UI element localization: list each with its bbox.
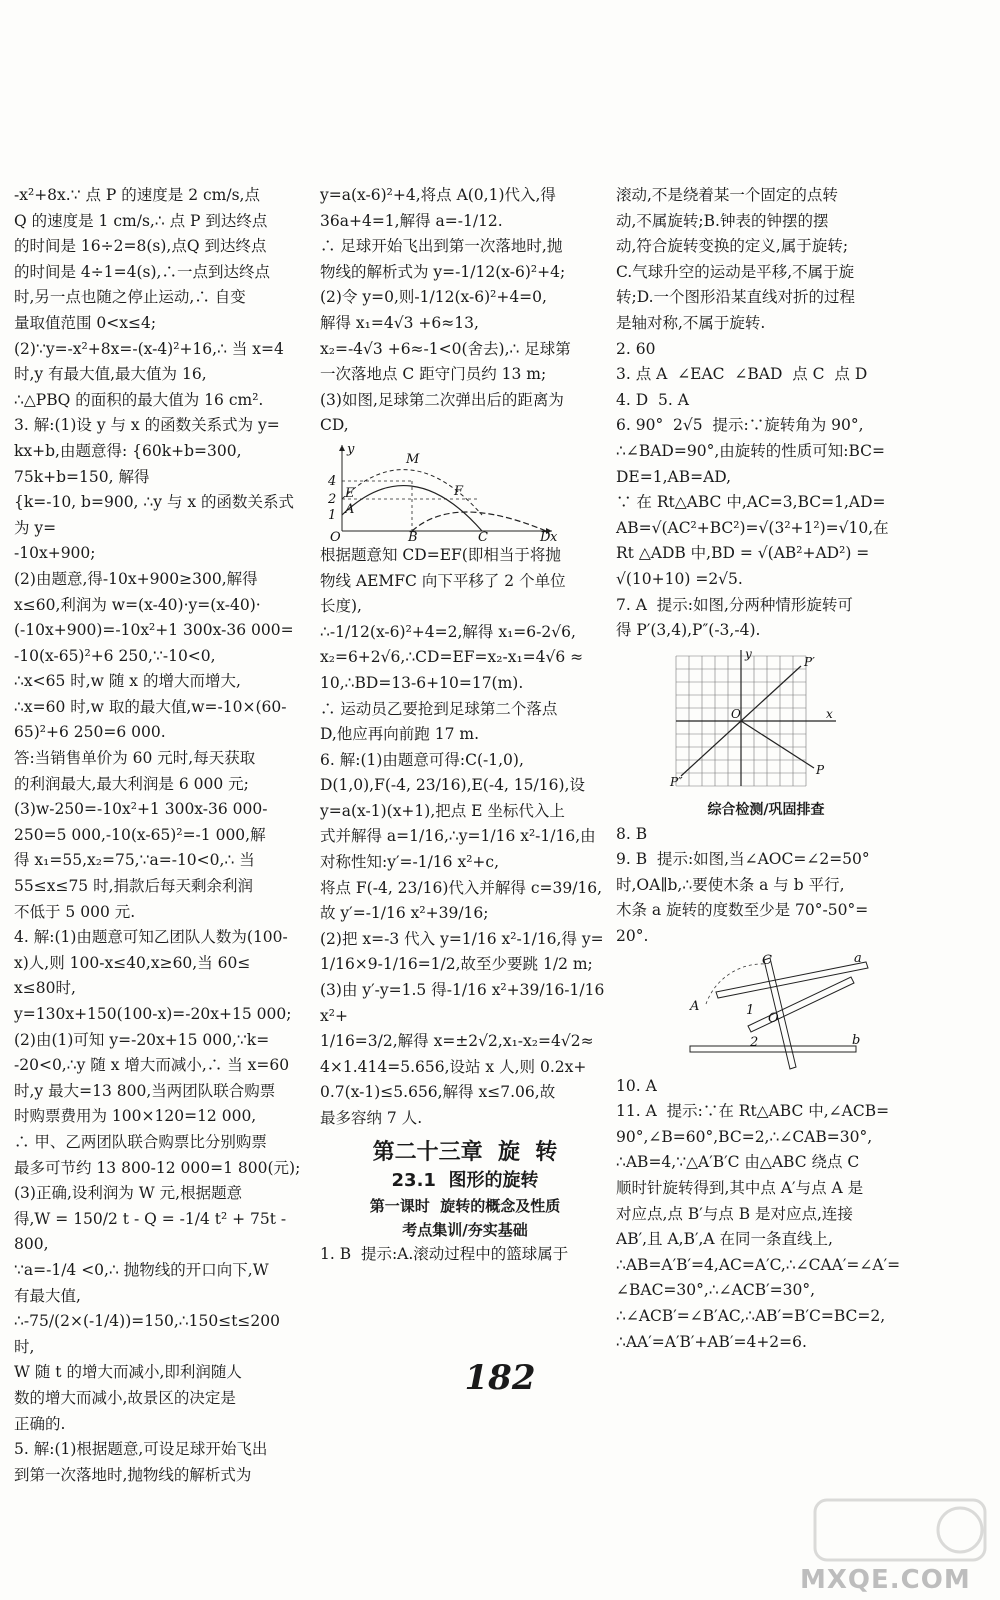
text-line: D(1,0),F(-4, 23/16),E(-4, 15/16),设 [320,776,585,795]
text-line: 0.7(x-1)≤5.656,解得 x≤7.06,故 [320,1083,556,1102]
figure-label: D [540,529,551,541]
text-line: 的时间是 16÷2=8(s),点Q 到达终点 [14,237,267,256]
text-line: ∴ 运动员乙要抢到足球第二个落点 [320,699,558,718]
text-line: 有最大值, [14,1286,81,1305]
figure-label: C [762,952,772,968]
text-line: Q 的速度是 1 cm/s,∴ 点 P 到达终点 [14,211,268,230]
text-line: y=a(x-1)(x+1),把点 E 坐标代入上 [320,801,565,820]
figure-label: P′ [804,654,815,669]
text-line: 解得 x₁=4√3 +6≈13, [320,313,479,332]
text-line: 最多容纳 7 人. [320,1109,423,1127]
text-line: ∴AA′=A′B′+AB′=4+2=6. [616,1332,807,1351]
text-line: ∴AB=4,∵△A′B′C 由△ABC 绕点 C [616,1153,860,1172]
text-line: 正确的. [14,1414,66,1433]
figure-label: A [690,998,700,1014]
text-line: 3. 解:(1)设 y 与 x 的函数关系式为 y= [14,416,280,435]
text-line: 一次落地点 C 距守门员约 13 m; [320,365,547,384]
section-title: 23.1 图形的旋转 [391,1169,539,1191]
text-line: 将点 F(-4, 23/16)代入并解得 c=39/16, [320,878,603,897]
column-1 [14,183,304,1488]
sticks-figure [676,952,876,1072]
text-line: 物线 AEMFC 向下平移了 2 个单位 [320,571,566,590]
page-number: 182 [464,1358,536,1398]
text-line: x≤80时, [14,979,76,998]
text-line: ∴∠BAD=90°,由旋转的性质可知:BC= [616,441,885,460]
figure-label: x [550,529,558,541]
text-line: C.气球升空的运动是平移,不属于旋 [616,262,855,281]
text-line: ∴x<65 时,w 随 x 的增大而增大, [14,672,241,691]
figure-label: y [347,441,355,457]
text-line: 根据题意知 CD=EF(即相当于将抛 [320,545,561,564]
text-line: (3)如图,足球第二次弹出后的距离为 [320,390,564,409]
text-line: 的时间是 4÷1=4(s),∴一点到达终点 [14,262,270,281]
figure-label: 4 [328,473,337,489]
text-line: 4. D 5. A [616,390,689,409]
figure-label: y [745,646,752,661]
text-line: ∴△PBQ 的面积的最大值为 16 cm². [14,390,264,409]
text-line: ∴∠ACB′=∠B′AC,∴AB′=B′C=BC=2, [616,1307,886,1325]
grid-figure [666,646,846,796]
text-line: 时,OA∥b,∴要使木条 a 与 b 平行, [616,875,845,894]
text-line: 2. 60 [616,339,656,358]
text-line: ∴-75/(2×(-1/4))=150,∴150≤t≤200 时, [14,1312,285,1356]
figure-label: 2 [328,491,337,507]
text-line: 90°,∠B=60°,BC=2,∴∠CAB=30°, [616,1127,873,1146]
text-line: √(10+10) =2√5. [616,569,743,588]
text-line: ∴AB=A′B′=4,AC=A′C,∴∠CAA′=∠A′= [616,1255,901,1274]
text-line: 1/16=3/2,解得 x=±2√2,x₁-x₂=4√2≈ [320,1032,594,1051]
text-line: 式并解得 a=1/16,∴y=1/16 x²-1/16,由 [320,827,596,846]
text-line: (3)由 y′-y=1.5 得-1/16 x²+39/16-1/16 x²+ [320,981,610,1025]
text-line: 木条 a 旋转的度数至少是 70°-50°= [616,901,869,920]
text-line: 6. 90° 2√5 提示:∵旋转角为 90°, [616,416,864,435]
col2-text-a [320,183,610,439]
text-line: CD, [320,416,349,435]
text-line: Rt △ADB 中,BD = √(AB²+AD²) = [616,544,870,563]
text-line: ∴ 甲、乙两团队联合购票比分别购票 [14,1132,267,1151]
text-line: 对应点,点 B′与点 B 是对应点,连接 [616,1204,853,1223]
text-line: 36a+4=1,解得 a=-1/12. [320,211,503,230]
figure-label: a [854,951,862,966]
text-line: -x²+8x.∵ 点 P 的速度是 2 cm/s,点 [14,186,260,204]
figure-label: C [478,529,488,541]
column-3 [616,183,916,1355]
figure-label: b [852,1032,861,1048]
text-line: 时,y 有最大值,最大值为 16, [14,365,207,384]
text-line: ∴-1/12(x-6)²+4=2,解得 x₁=6-2√6, [320,622,576,641]
text-line: 数的增大而减小,故景区的决定是 [14,1388,236,1407]
parabola-figure [320,441,560,541]
text-line: 55≤x≤75 时,捐款后每天剩余利润 [14,877,254,896]
text-line: 长度), [320,597,362,616]
watermark-text: MXQE.COM [800,1565,971,1595]
figure-label: O [768,1010,779,1026]
text-line: -20<0,∴y 随 x 增大而减小,∴ 当 x=60 [14,1056,290,1075]
text-line: 量取值范围 0<x≤4; [14,313,157,332]
text-line: (2)∵y=-x²+8x=-(x-4)²+16,∴ 当 x=4 [14,339,284,358]
review-title: 综合检测/巩固排查 [707,801,825,818]
text-line: 是轴对称,不属于旋转. [616,313,766,332]
text-line: 250=5 000,-10(x-65)²=-1 000,解 [14,825,266,844]
text-line: x≤60,利润为 w=(x-40)·y=(x-40)· [14,595,261,614]
text-line: 时购票费用为 100×120=12 000, [14,1107,257,1126]
text-line: 转;D.一个图形沿某直线对折的过程 [616,288,856,307]
text-line: 最多可节约 13 800-12 000=1 800(元); [14,1158,301,1177]
text-line: AB=√(AC²+BC²)=√(3²+1²)=√10,在 [616,518,889,537]
col3-text-b [616,822,916,950]
col2-text-c [320,1242,610,1268]
text-line: 3. 点 A ∠EAC ∠BAD 点 C 点 D [616,365,868,384]
figure-label: 1 [328,507,337,523]
text-line: y=130x+150(100-x)=-20x+15 000; [14,1005,292,1023]
text-line: 1. B 提示:A.滚动过程中的篮球属于 [320,1244,569,1263]
text-line: 4. 解:(1)由题意可知乙团队人数为(100- [14,928,288,947]
figure-label: P [816,762,825,777]
text-line: ∵ 在 Rt△ABC 中,AC=3,BC=1,AD= [616,493,886,512]
text-line: 动,符合旋转变换的定义,属于旋转; [616,237,849,256]
text-line: 6. 解:(1)由题意可得:C(-1,0), [320,750,524,769]
text-line: 10. A [616,1076,657,1095]
text-line: DE=1,AB=AD, [616,467,732,486]
text-line: ∴x=60 时,w 取的最大值,w=-10×(60- [14,697,287,716]
text-line: 得,W = 150/2 t - Q = -1/4 t² + 75t - 800, [14,1209,292,1254]
text-line: 10,∴BD=13-6+10=17(m). [320,673,524,692]
text-line: 5. 解:(1)根据题意,可设足球开始飞出 [14,1440,268,1459]
text-line: x₂=-4√3 +6≈-1<0(舍去),∴ 足球第 [320,339,571,358]
text-line: ∴ 足球开始飞出到第一次落地时,抛 [320,237,563,256]
text-line: ∠BAC=30°,∴∠ACB′=30°, [616,1281,816,1300]
text-line: (2)令 y=0,则-1/12(x-6)²+4=0, [320,288,547,307]
figure-label: O [731,706,741,721]
figure-label: B [408,529,418,541]
lesson-title: 第一课时 旋转的概念及性质 [369,1196,561,1215]
text-line: 20°. [616,927,649,946]
text-line: 故 y′=-1/16 x²+39/16; [320,904,489,923]
text-line: 物线的解析式为 y=-1/12(x-6)²+4; [320,262,566,281]
text-line: x)人,则 100-x≤40,x≥60,当 60≤ [14,953,251,972]
text-line: {k=-10, b=900, ∴y 与 x 的函数关系式为 y= [14,493,295,537]
text-line: 得 P′(3,4),P″(-3,-4). [616,621,761,640]
text-line: 对称性知:y′=-1/16 x²+c, [320,853,500,872]
text-line: (3)正确,设利润为 W 元,根据题意 [14,1184,243,1203]
text-line: 时,y 最大=13 800,当两团队联合购票 [14,1081,276,1100]
text-line: -10(x-65)²+6 250,∵-10<0, [14,646,216,665]
column-2 [320,183,610,1267]
figure-label: F [454,483,464,499]
figure-label: 2 [750,1034,759,1050]
text-line: y=a(x-6)²+4,将点 A(0,1)代入,得 [320,186,556,204]
text-line: ∵a=-1/4 <0,∴ 抛物线的开口向下,W [14,1260,269,1279]
text-line: 滚动,不是绕着某一个固定的点转 [616,186,838,204]
text-line: (2)由题意,得-10x+900≥300,解得 [14,569,258,588]
text-line: 65)²+6 250=6 000. [14,723,166,742]
text-line: 答:当销售单价为 60 元时,每天获取 [14,749,256,768]
text-line: D,他应再向前跑 17 m. [320,725,480,744]
figure-label: O [330,529,341,541]
figure-label: A [345,501,355,517]
figure-label: x [826,706,833,721]
col3-text-c [616,1074,916,1356]
text-line: 9. B 提示:如图,当∠AOC=∠2=50° [616,850,870,869]
text-line: 到第一次落地时,抛物线的解析式为 [14,1465,252,1484]
text-line: 的利润最大,最大利润是 6 000 元; [14,774,249,793]
text-line: 顺时针旋转得到,其中点 A′与点 A 是 [616,1179,864,1198]
text-line: 8. B [616,824,648,843]
text-line: 动,不属旋转;B.钟表的钟摆的摆 [616,211,829,230]
text-line: 7. A 提示:如图,分两种情形旋转可 [616,595,853,614]
figure-label: 1 [746,1002,755,1018]
text-line: -10x+900; [14,544,96,563]
text-line: 11. A 提示:∵在 Rt△ABC 中,∠ACB= [616,1102,890,1121]
text-line: 时,另一点也随之停止运动,∴ 自变 [14,288,246,307]
text-line: (3)w-250=-10x²+1 300x-36 000- [14,800,268,819]
text-line: W 随 t 的增大而减小,即利润随人 [14,1363,242,1382]
text-line: (2)把 x=-3 代入 y=1/16 x²-1/16,得 y= [320,929,604,948]
text-line: (-10x+900)=-10x²+1 300x-36 000= [14,621,294,640]
figure-label: E [345,485,355,501]
lesson-subtitle: 考点集训/夯实基础 [402,1220,528,1239]
text-line: x₂=6+2√6,∴CD=EF=x₂-x₁=4√6 ≈ [320,648,584,667]
chapter-title: 第二十三章 旋 转 [372,1139,558,1165]
text-line: 1/16×9-1/16=1/2,故至少要跳 1/2 m; [320,955,593,974]
text-line: 4×1.414=5.656,设站 x 人,则 0.2x+ [320,1057,587,1076]
text-line: AB′,且 A,B′,A 在同一条直线上, [616,1230,833,1249]
text-line: 不低于 5 000 元. [14,902,136,921]
col3-text-a [616,183,916,644]
text-line: (2)由(1)可知 y=-20x+15 000,∵k= [14,1030,270,1049]
figure-label: P″ [670,774,683,789]
text-line: kx+b,由题意得: {60k+b=300, 75k+b=150, 解得 [14,441,247,486]
col2-text-b [320,543,610,1132]
text-line: 得 x₁=55,x₂=75,∵a=-10<0,∴ 当 [14,851,255,870]
figure-label: M [406,451,420,467]
